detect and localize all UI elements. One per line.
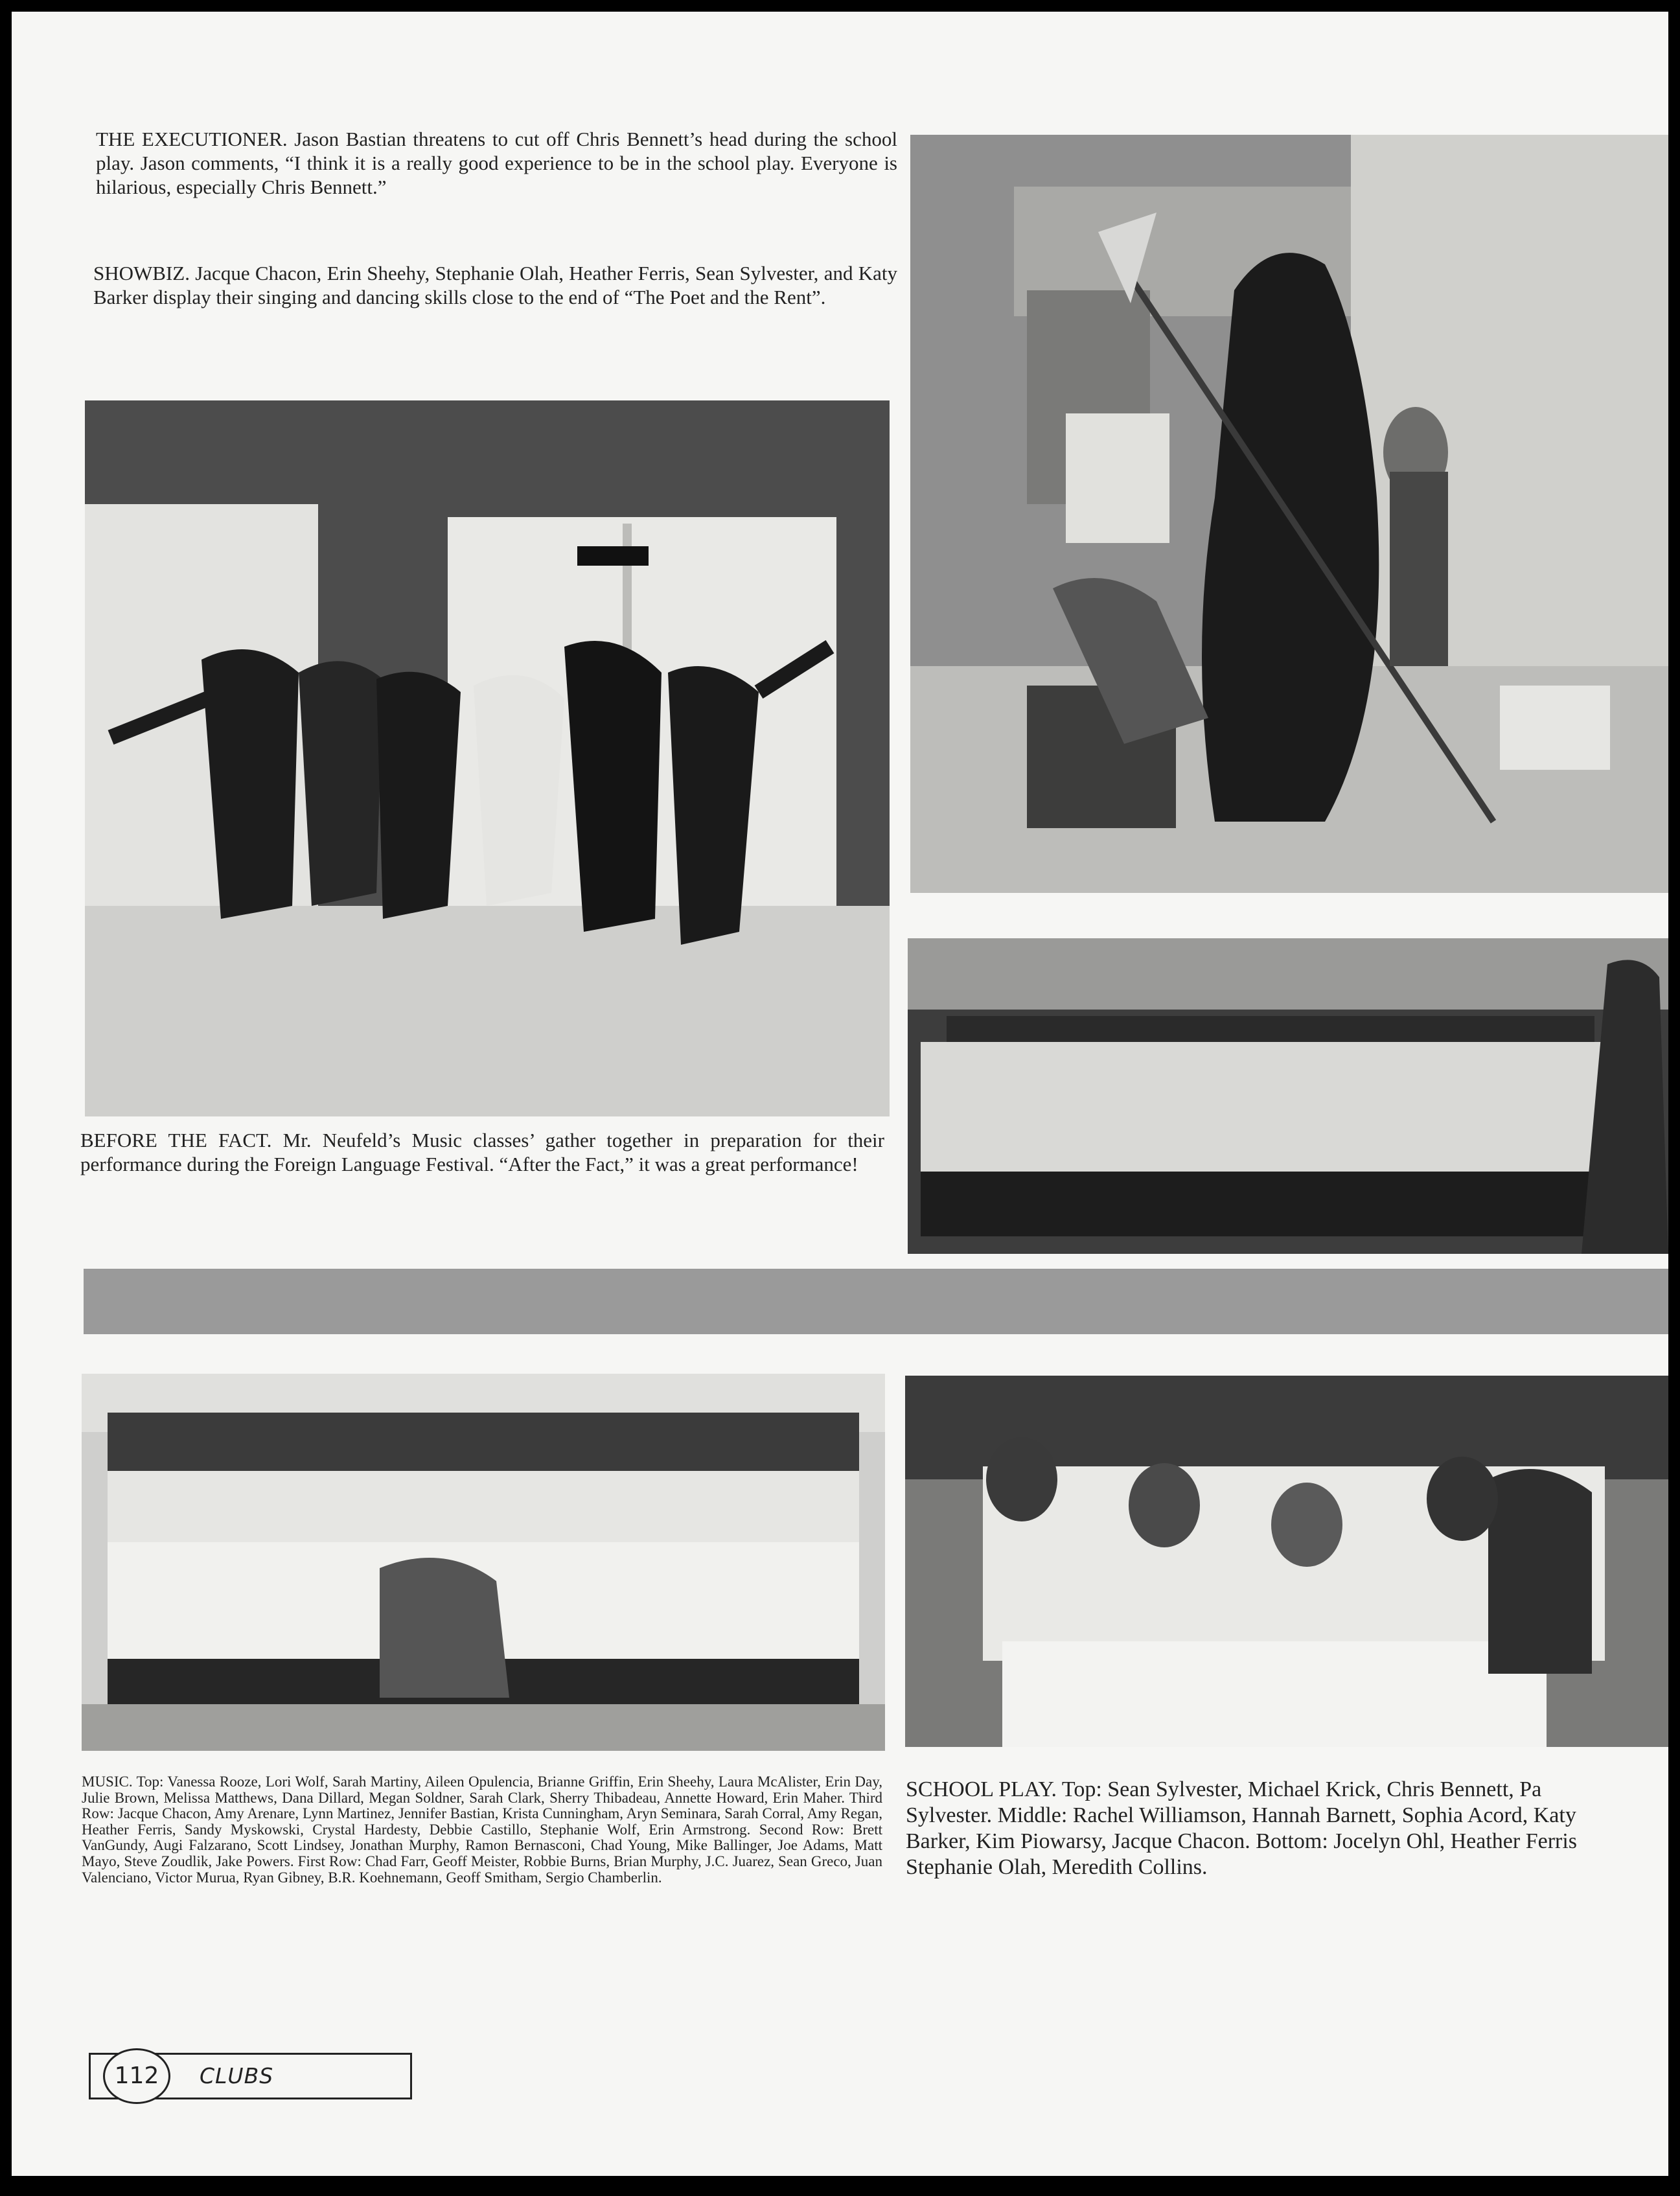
photo-music-class-seated <box>908 938 1668 1254</box>
caption-school-play-line: SCHOOL PLAY. Top: Sean Sylvester, Michael Krick, Chris Bennett, Pa <box>906 1777 1542 1801</box>
section-label: CLUBS <box>200 2063 274 2088</box>
yearbook-page <box>12 12 1668 2176</box>
photo-school-play-cast <box>905 1376 1668 1747</box>
caption-school-play-line: Stephanie Olah, Meredith Collins. <box>906 1855 1208 1879</box>
caption-school-play-line: Sylvester. Middle: Rachel Williamson, Hannah Barnett, Sophia Acord, Katy <box>906 1803 1576 1827</box>
caption-before-the-fact: BEFORE THE FACT. Mr. Neufeld’s Music classes’ gather together in preparation for their performance during the Foreign Language Festival. “After the Fact,” it was a great performance! <box>80 1129 884 1175</box>
caption-showbiz: SHOWBIZ. Jacque Chacon, Erin Sheehy, Stephanie Olah, Heather Ferris, Sean Sylvester, and Katy Barker display their singing and dancing skills close to the end of “The Poet and the Rent”. <box>93 262 897 308</box>
caption-school-play-line: Barker, Kim Piowarsy, Jacque Chacon. Bottom: Jocelyn Ohl, Heather Ferris <box>906 1829 1578 1853</box>
photo-executioner-scene <box>910 135 1668 893</box>
gray-divider-band <box>84 1269 1668 1334</box>
page-number: 112 <box>103 2048 170 2104</box>
caption-music: MUSIC. Top: Vanessa Rooze, Lori Wolf, Sarah Martiny, Aileen Opulencia, Brianne Griffin, Erin Sheehy, Laura McAlister, Erin Day, Julie Brown, Melissa Matthews, Dana Dillard, Megan Soldner, Sarah Clark, Sherry Thibadeau, Annette Howard, Erin Maher. Third Row: Jacque Chacon, Amy Arenare, Lynn Martinez, Jennifer Bastian, Krista Cunningham, Aryn Seminara, Sarah Corral, Amy Regan, Heather Ferris, Sandy Myskowski, Crystal Hardesty, Debbie Castillo, Stephanie Wolf, Erin Armstrong. Second Row: Brett VanGundy, Augi Falzarano, Scott Lindsey, Jonathan Murphy, Ramon Bernasconi, Chad Young, Mike Ballinger, Joe Adams, Matt Mayo, Steve Zoudlik, Jake Powers. First Row: Chad Farr, Geoff Meister, Robbie Burns, Brian Murphy, J.C. Juarez, Sean Greco, Juan Valenciano, Victor Murua, Ryan Gibney, B.R. Koehnemann, Geoff Smitham, Sergio Chamberlin. <box>82 1774 882 1886</box>
photo-showbiz-dancers <box>85 400 890 1116</box>
photo-music-choir <box>82 1374 885 1751</box>
caption-executioner: THE EXECUTIONER. Jason Bastian threatens to cut off Chris Bennett’s head during the school play. Jason comments, “I think it is a really good experience to be in the school play. Everyone is hilarious, especially Chris Bennett.” <box>96 128 897 198</box>
